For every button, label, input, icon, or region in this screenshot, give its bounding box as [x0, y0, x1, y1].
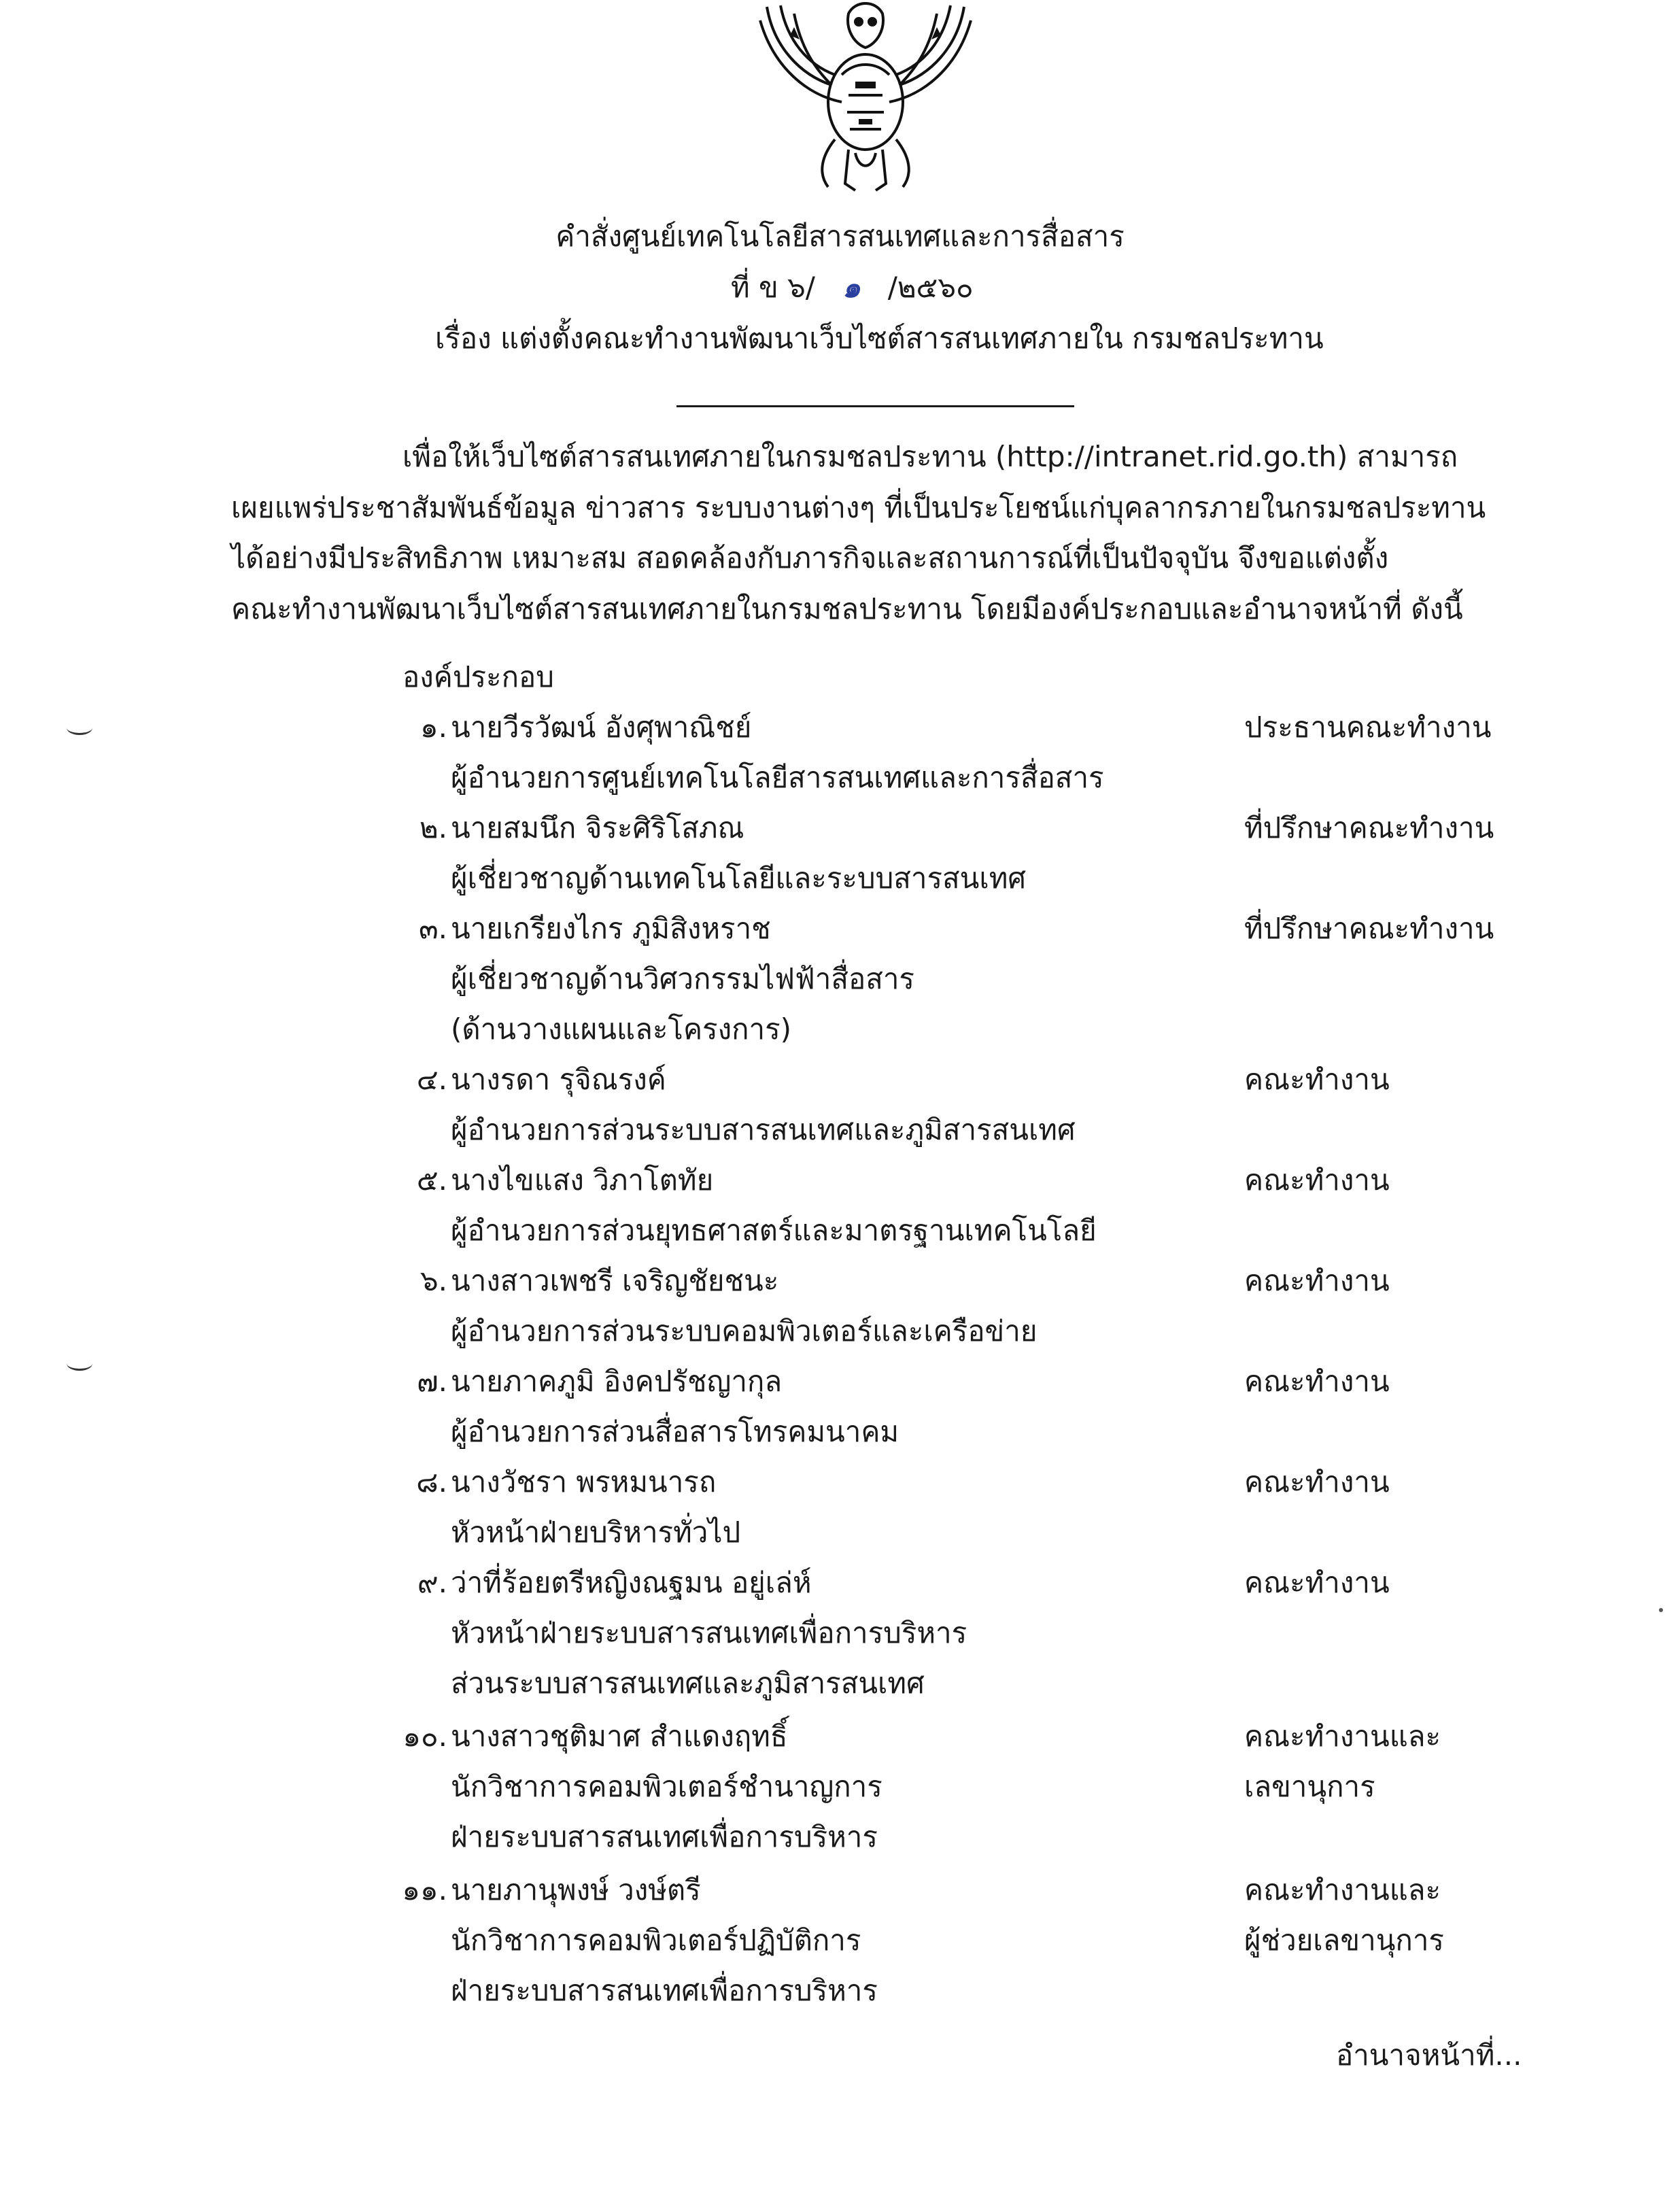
divider-line: [676, 405, 1074, 407]
body-line-1: เพื่อให้เว็บไซต์สารสนเทศภายในกรมชลประทาน (http://intranet.rid.go.th) สามารถ: [402, 440, 1458, 473]
member-role: เลขานุการ: [1244, 1770, 1375, 1803]
member-position: ฝ่ายระบบสารสนเทศเพื่อการบริหาร: [451, 1820, 878, 1853]
body-line-4: คณะทำงานพัฒนาเว็บไซต์สารสนเทศภายในกรมชลประทาน โดยมีองค์ประกอบและอำนาจหน้าที่ ดังนี้: [231, 592, 1463, 626]
member-number: ๗.: [417, 1365, 447, 1398]
body-line-3: ได้อย่างมีประสิทธิภาพ เหมาะสม สอดคล้องกับภารกิจและสถานการณ์ที่เป็นปัจจุบัน จึงขอแต่งตั้ง: [231, 541, 1389, 575]
member-role: คณะทำงาน: [1244, 1566, 1390, 1599]
member-position: นักวิชาการคอมพิวเตอร์ปฏิบัติการ: [451, 1924, 861, 1957]
member-name: นายสมนึก จิระศิริโสภณ: [451, 811, 744, 844]
member-role: ที่ปรึกษาคณะทำงาน: [1244, 811, 1494, 844]
scan-speck: [1659, 1608, 1663, 1612]
member-number: ๓.: [418, 912, 447, 945]
member-name: นางไขแสง วิภาโตทัย: [451, 1163, 714, 1197]
member-position: หัวหน้าฝ่ายบริหารทั่วไป: [451, 1516, 741, 1549]
order-subject: เรื่อง แต่งตั้งคณะทำงานพัฒนาเว็บไซต์สารสนเทศภายใน กรมชลประทาน: [435, 322, 1324, 355]
punch-mark: [67, 721, 92, 735]
order-title: คำสั่งศูนย์เทคโนโลยีสารสนเทศและการสื่อสาร: [555, 220, 1125, 253]
member-position: ส่วนระบบสารสนเทศและภูมิสารสนเทศ: [451, 1666, 925, 1700]
member-role: คณะทำงาน: [1244, 1063, 1390, 1096]
member-name: นางสาวเพชรี เจริญชัยชนะ: [451, 1264, 779, 1297]
punch-mark: [67, 1356, 92, 1371]
member-number: ๑๑.: [402, 1873, 447, 1907]
order-no-handwritten: ๑: [842, 271, 861, 304]
member-role: คณะทำงาน: [1244, 1365, 1390, 1398]
member-position: ผู้เชี่ยวชาญด้านวิศวกรรมไฟฟ้าสื่อสาร: [451, 962, 914, 995]
member-number: ๑.: [419, 711, 447, 744]
member-number: ๕.: [416, 1163, 447, 1197]
member-name: นายเกรียงไกร ภูมิสิงหราช: [451, 912, 771, 945]
member-name: นางสาวชุติมาศ สำแดงฤทธิ์: [451, 1720, 788, 1753]
member-position: ผู้อำนวยการส่วนระบบสารสนเทศและภูมิสารสนเทศ: [451, 1113, 1076, 1146]
member-role: คณะทำงานและ: [1244, 1873, 1441, 1907]
order-no-prefix: ที่ ข ๖/: [731, 271, 815, 304]
member-position: ผู้เชี่ยวชาญด้านเทคโนโลยีและระบบสารสนเทศ: [451, 861, 1027, 895]
member-position: ฝ่ายระบบสารสนเทศเพื่อการบริหาร: [451, 1974, 878, 2007]
body-line-2: เผยแพร่ประชาสัมพันธ์ข้อมูล ข่าวสาร ระบบงานต่างๆ ที่เป็นประโยชน์แก่บุคลากรภายในกรมชลประทาน: [231, 491, 1486, 524]
member-position: ผู้อำนวยการศูนย์เทคโนโลยีสารสนเทศและการสื่อสาร: [451, 761, 1104, 794]
member-name: นายภานุพงษ์ วงษ์ตรี: [451, 1873, 701, 1907]
member-position: ผู้อำนวยการส่วนสื่อสารโทรคมนาคม: [451, 1415, 899, 1448]
member-name: ว่าที่ร้อยตรีหญิงณฐมน อยู่เล่ห์: [451, 1566, 812, 1599]
member-role: คณะทำงานและ: [1244, 1720, 1441, 1753]
member-position: นักวิชาการคอมพิวเตอร์ชำนาญการ: [451, 1770, 882, 1803]
member-role: ประธานคณะทำงาน: [1244, 711, 1492, 744]
continuation-text: อำนาจหน้าที่...: [1336, 2038, 1522, 2072]
member-role: คณะทำงาน: [1244, 1465, 1390, 1499]
member-name: นายวีรวัฒน์ อังศุพาณิชย์: [451, 711, 752, 744]
order-number: [731, 267, 974, 308]
member-number: ๒.: [419, 811, 447, 844]
member-name: นางรดา รุจิณรงค์: [451, 1063, 666, 1096]
member-number: ๘.: [416, 1465, 447, 1499]
member-position: (ด้านวางแผนและโครงการ): [451, 1012, 792, 1046]
member-name: นายภาคภูมิ อิงคปรัชญากุล: [451, 1365, 783, 1398]
member-position: หัวหน้าฝ่ายระบบสารสนเทศเพื่อการบริหาร: [451, 1616, 967, 1649]
composition-heading: องค์ประกอบ: [402, 660, 554, 694]
member-number: ๙.: [417, 1566, 447, 1599]
member-role: ที่ปรึกษาคณะทำงาน: [1244, 912, 1494, 945]
member-number: ๑๐.: [402, 1720, 447, 1753]
member-role: คณะทำงาน: [1244, 1264, 1390, 1297]
garuda-emblem-icon: [753, 0, 978, 194]
member-number: ๖.: [419, 1264, 447, 1297]
member-role: คณะทำงาน: [1244, 1163, 1390, 1197]
member-number: ๔.: [416, 1063, 447, 1096]
member-position: ผู้อำนวยการส่วนยุทธศาสตร์และมาตรฐานเทคโนโลยี: [451, 1214, 1097, 1247]
member-position: ผู้อำนวยการส่วนระบบคอมพิวเตอร์และเครือข่าย: [451, 1314, 1038, 1348]
member-name: นางวัชรา พรหมนารถ: [451, 1465, 717, 1499]
order-no-year: /๒๕๖๐: [887, 271, 974, 304]
member-role: ผู้ช่วยเลขานุการ: [1244, 1924, 1444, 1957]
